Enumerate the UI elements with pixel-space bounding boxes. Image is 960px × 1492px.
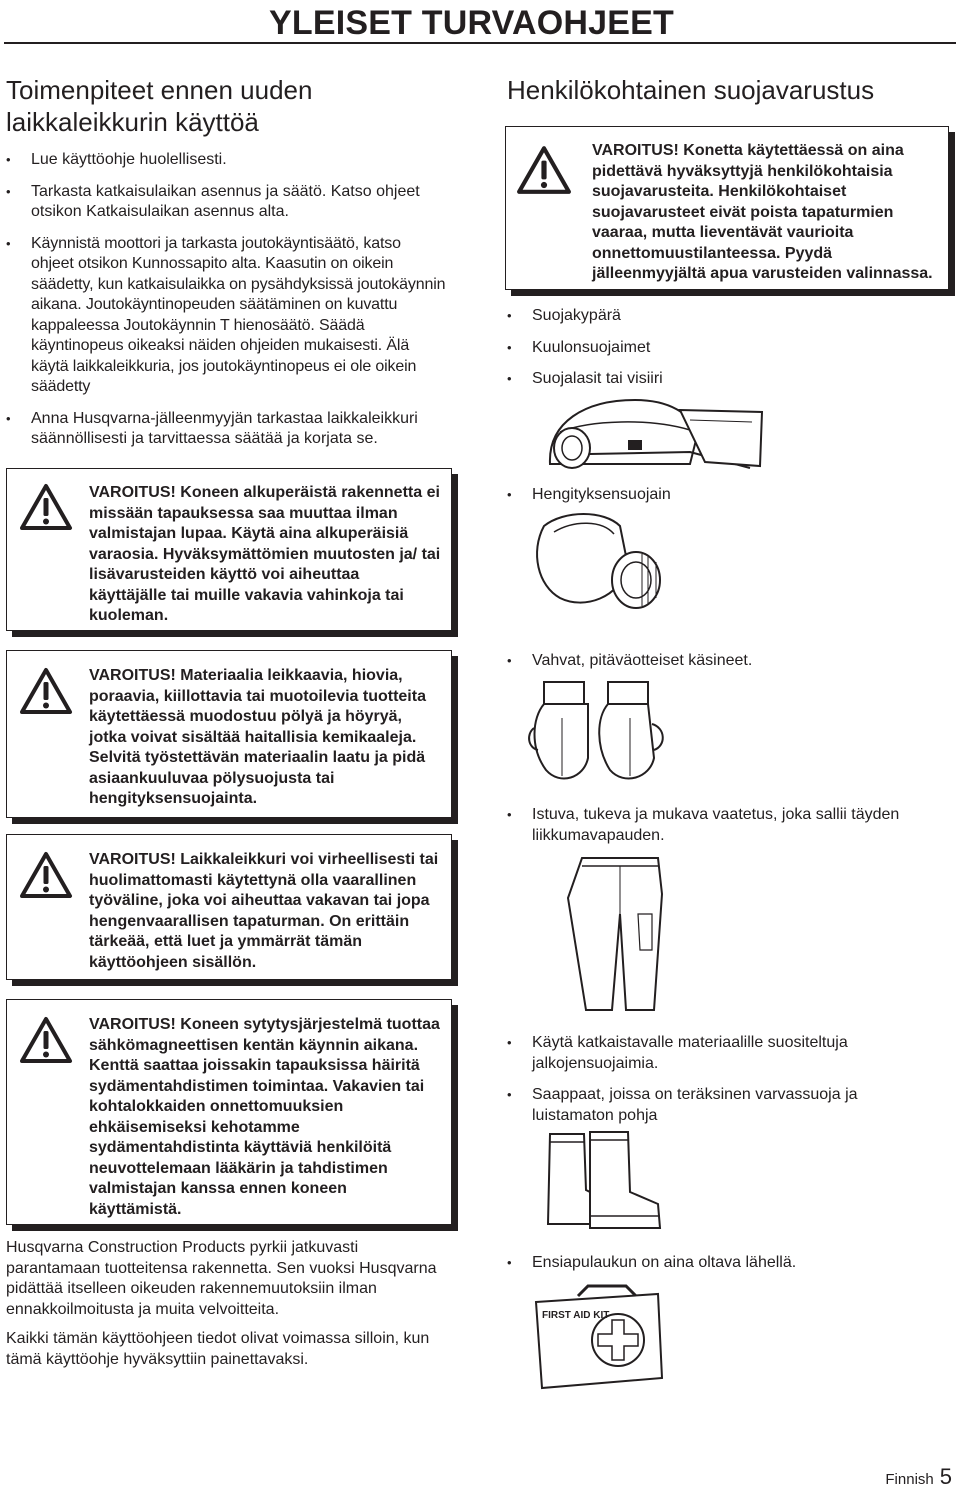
list-item: • Tarkasta katkaisulaikan asennus ja säätö. Katso ohjeet otsikon Katkaisulaikan asennus alta. (6, 182, 446, 223)
paragraph-manufacturer: Husqvarna Construction Products pyrkii jatkuvasti parantamaan tuotteitensa rakennetta. Sen vuoksi Husqvarna pidättää itselleen oikeuden rakennemuutoksiin ilman ennakkoilmoitusta ja muita velvoitteita. (6, 1239, 437, 1318)
list-item: • Käytä katkaistavalle materiaalille suositeltuja jalkojensuojaimia. (507, 1033, 927, 1074)
page-header-title: YLEISET TURVAOHJEET (269, 4, 674, 42)
list-item: • Kuulonsuojaimet (507, 338, 707, 359)
gloves-illustration (526, 678, 676, 788)
list-item: • Istuva, tukeva ja mukava vaatetus, joka sallii täyden liikkumavapauden. (507, 805, 927, 846)
list-item: • Suojakypärä (507, 306, 707, 327)
list-item: • Saappaat, joissa on teräksinen varvassuoja ja luistamaton pohja (507, 1085, 927, 1126)
list-item: • Lue käyttöohje huolellisesti. (6, 150, 446, 171)
warning-text: VAROITUS! Laikkaleikkuri voi virheellisesti tai huolimattomasti käytettynä olla vaarallinen työväline, joka voi aiheuttaa vakavan tai jopa hengenvaarallisen tapaturman. On erittäin tärkeää, että luet ja ymmärrät tämän käyttöohjeen sisällön. (89, 851, 439, 971)
gloves-list (507, 651, 927, 672)
warning-triangle-icon (19, 483, 73, 531)
warning-triangle-icon (19, 667, 73, 715)
warning-box-ppe (505, 126, 949, 290)
left-section-title: Toimenpiteet ennen uuden laikkaleikkurin käyttöä (6, 75, 313, 137)
first-aid-kit-illustration (532, 1282, 682, 1392)
warning-triangle-icon (19, 1016, 73, 1064)
warning-text: VAROITUS! Koneen alkuperäistä rakennetta ei missään tapauksessa saa muuttaa ilman valmistajan lupaa. Käytä aina alkuperäisiä varaosia. Hyväksymättömien muutosten ja/ tai lisävarusteiden käyttö voi aiheuttaa käyttäjälle tai muille vakavia vahinkoja tai kuoleman. (89, 484, 441, 624)
right-section-title: Henkilökohtainen suojavarustus (507, 75, 875, 105)
list-item: • Anna Husqvarna-jälleenmyyjän tarkastaa laikkaleikkuri säännöllisesti ja tarvittaessa säätää ja korjata se. (6, 409, 446, 450)
warning-box-manual (6, 834, 452, 980)
list-item: • Ensiapulaukun on aina oltava lähellä. (507, 1253, 927, 1274)
warning-text: VAROITUS! Materiaalia leikkaavia, hiovia, poraavia, kiillottavia tai muotoilevia tuotteita käytettäessä muodostuu pölyä ja höyryä, jotka voivat sisältää haitallisia kemikaaleja. Selvitä työstettävän materiaalin laatu ja pidä asiaankuuluvaa pölysuojusta tai hengityksensuojainta. (89, 667, 426, 807)
list-item: • Käynnistä moottori ja tarkasta joutokäyntisäätö, katso ohjeet otsikon Kunnossapito alta. Kaasutin on oikein säädetty, kun katkaisulaikka on pysähdyksissä joutokäynnin aikana. Joutokäyntinopeuden säätäminen on kuvattu kappaleessa Joutokäynnin T hienosäätö. Säädä käyntinopeus oikeaksi näiden ohjeiden mukaisesti. Älä käytä laikkaleikkuria, jos joutokäyntinopeus ei ole oikein säädetty (6, 234, 446, 398)
first-aid-list (507, 1253, 927, 1274)
helmet-illustration (530, 392, 770, 472)
trousers-illustration (562, 854, 692, 1014)
paragraph-validity: Kaikki tämän käyttöohjeen tiedot olivat voimassa silloin, kun tämä käyttöohje hyväksyttiin painettavaksi. (6, 1330, 430, 1368)
left-bullet-list (6, 150, 446, 450)
respirator-illustration (524, 506, 674, 616)
page-footer (885, 1464, 952, 1490)
list-item: • Hengityksensuojain (507, 485, 707, 506)
kit-label: FIRST AID KIT (542, 1310, 610, 1321)
warning-box-dust (6, 650, 452, 818)
head-protection-list (507, 306, 707, 390)
list-item: • Suojalasit tai visiiri (507, 369, 707, 390)
warning-text: VAROITUS! Konetta käytettäessä on aina pidettävä hyväksyttyjä henkilökohtaisia suojavarusteita. Henkilökohtaiset suojavarusteet eivät poista tapaturmien vaaraa, mutta lieventävät vaurioita onnettomuustilanteessa. Pyydä jälleenmyyjältä apua varusteiden valinnassa. (592, 142, 933, 282)
page-number: 5 (939, 1464, 952, 1489)
leg-protection-list (507, 1033, 927, 1126)
footer-language: Finnish (885, 1471, 934, 1488)
clothing-list (507, 805, 927, 846)
warning-text: VAROITUS! Koneen sytytysjärjestelmä tuottaa sähkömagneettisen kentän käynnin aikana. Kenttä saattaa joissakin tapauksissa häiritä sydämentahdistimen toimintaa. Vakavien tai kohtalokkaiden onnettomuuksien ehkäisemiseksi kehotamme sydämentahdistinta käyttäviä henkilöitä neuvottelemaan lääkärin ja tahdistimen valmistajan kanssa ennen koneen käyttämistä. (89, 1016, 440, 1218)
header-rule (4, 42, 956, 44)
respirator-list (507, 485, 707, 506)
list-item: • Vahvat, pitäväotteiset käsineet. (507, 651, 927, 672)
warning-box-ignition (6, 999, 452, 1225)
boots-illustration (530, 1128, 680, 1232)
warning-triangle-icon (19, 851, 73, 899)
warning-box-modification (6, 468, 452, 631)
warning-triangle-icon (516, 145, 572, 195)
